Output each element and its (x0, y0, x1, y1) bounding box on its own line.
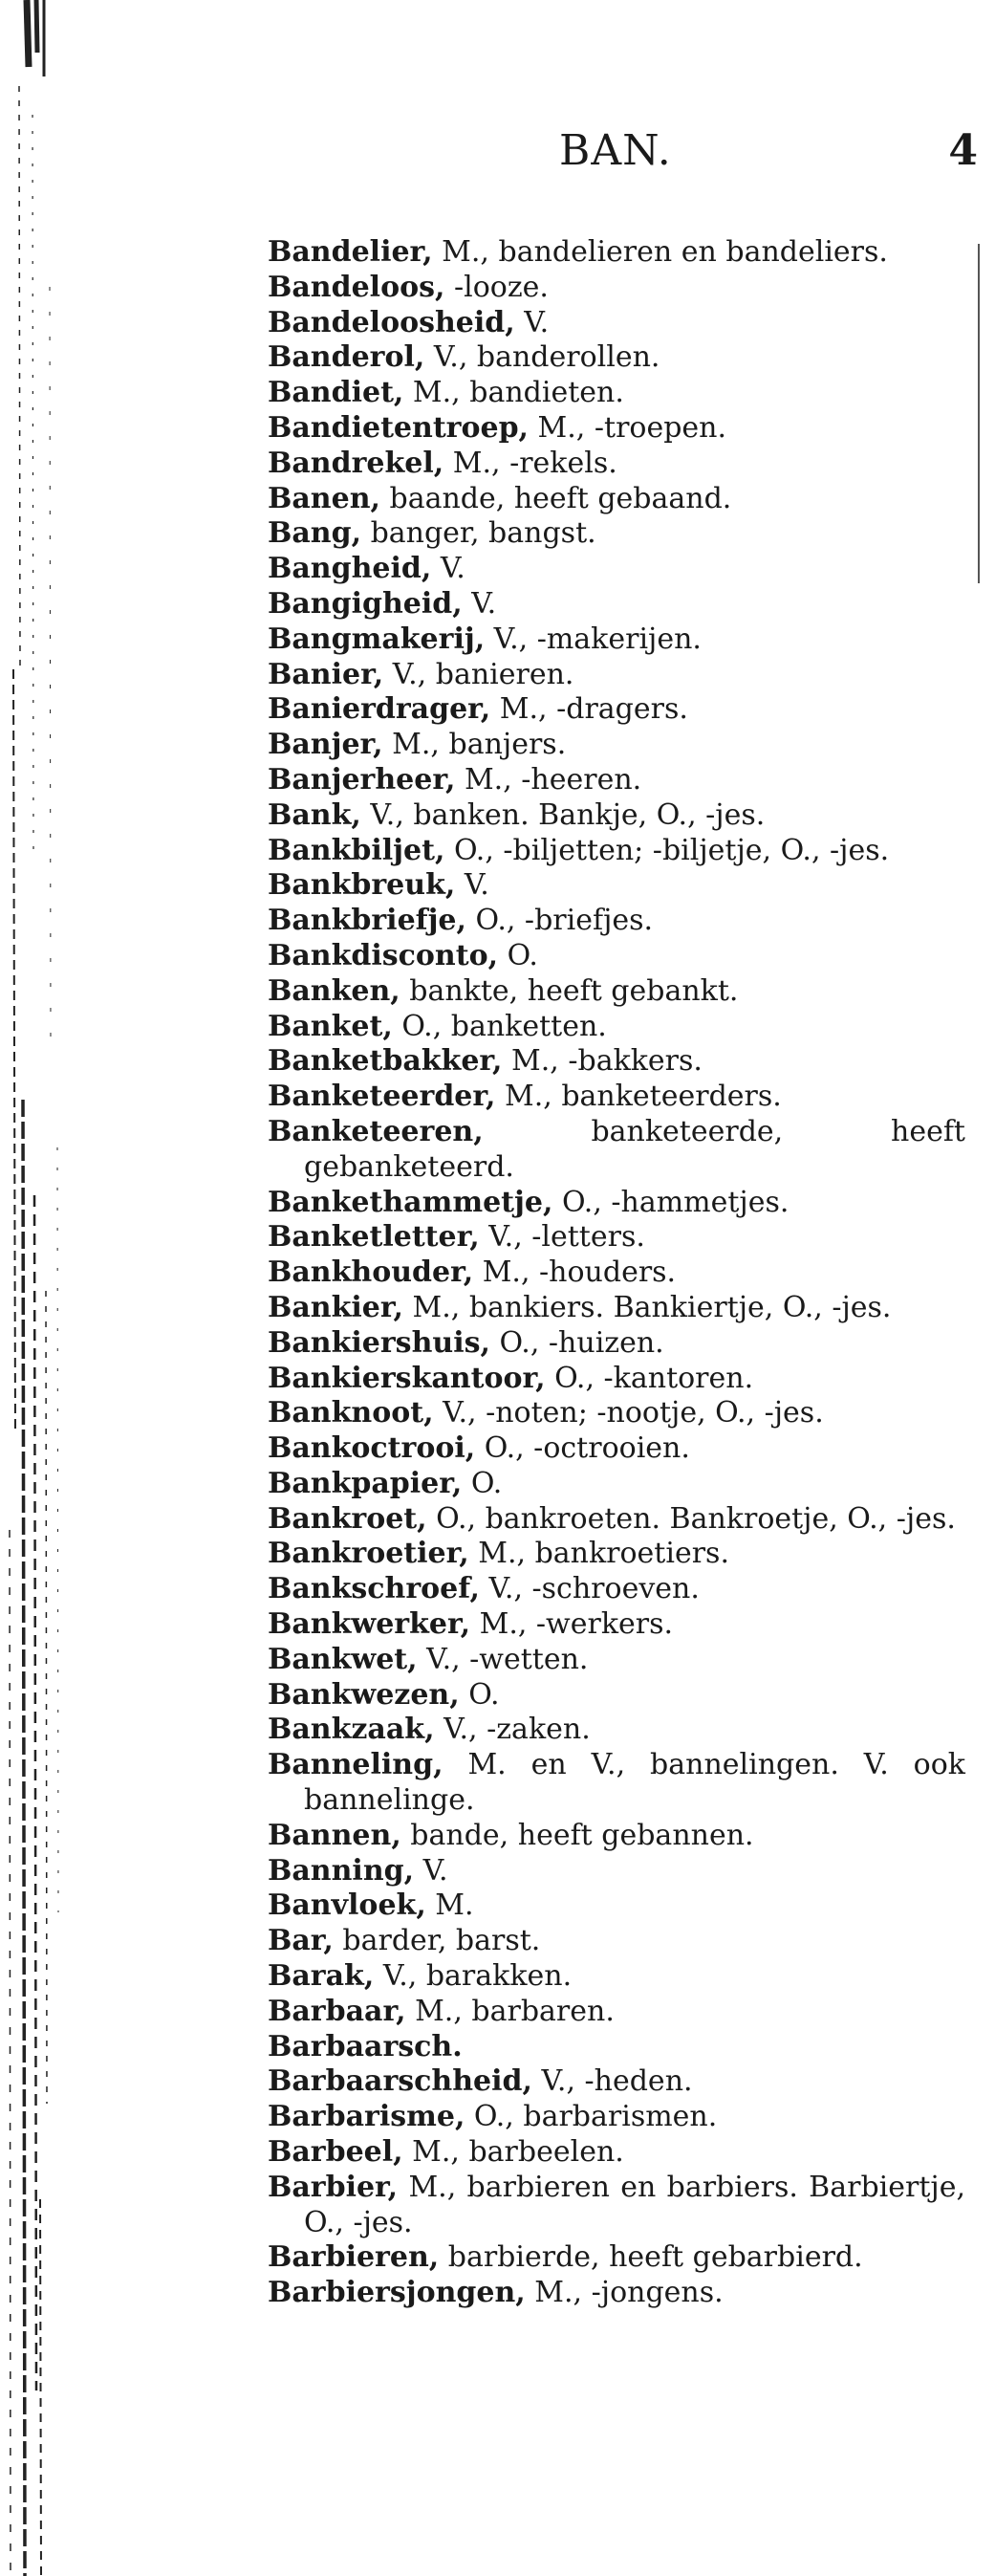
entry-headword: Bankwerker, (268, 1607, 471, 1642)
entry-headword: Bangheid, (268, 552, 432, 586)
entry-headword: Barbaar, (268, 1994, 406, 2028)
dictionary-entry (268, 1255, 965, 1291)
entry-headword: Barak, (268, 1959, 375, 1994)
entry-definition: O., -huizen. (489, 1325, 664, 1360)
entry-definition: O., -briefjes. (465, 904, 654, 938)
entry-definition: M., -troepen. (529, 410, 727, 445)
entry-definition: M., -jongens. (525, 2276, 724, 2310)
dictionary-entry (268, 340, 965, 376)
running-head: BAN. (559, 126, 672, 175)
entry-headword: Bannen, (268, 1818, 401, 1852)
entry-headword: Banknoot, (268, 1396, 434, 1430)
entry-headword: Bankbiljet, (268, 833, 445, 867)
entry-headword: Banning, (268, 1853, 415, 1888)
dictionary-entry (268, 1010, 965, 1045)
dictionary-entry (268, 728, 965, 763)
dictionary-entry (268, 1678, 965, 1714)
entry-headword: Banjerheer, (268, 762, 456, 797)
entry-headword: Barbaarsch. (268, 2029, 463, 2063)
dictionary-entry (268, 587, 965, 622)
entry-headword: Bankwet, (268, 1642, 418, 1676)
entry-headword: Banderol, (268, 340, 425, 375)
dictionary-entry (268, 1326, 965, 1362)
entry-definition: O., -kantoren. (545, 1361, 754, 1395)
dictionary-entry (268, 1080, 965, 1115)
entry-definition: V. (431, 552, 465, 586)
entry-headword: Barbeel, (268, 2135, 403, 2170)
entry-headword: Bangigheid, (268, 586, 463, 621)
entry-headword: Banketeerder, (268, 1080, 496, 1114)
entry-headword: Bankschroef, (268, 1572, 480, 1606)
dictionary-entry (268, 235, 965, 271)
dictionary-entry (268, 376, 965, 411)
dictionary-entry (268, 1888, 965, 1924)
entry-headword: Bankierskantoor, (268, 1361, 546, 1395)
dictionary-entry (268, 834, 965, 869)
entry-definition: V., -letters. (479, 1220, 645, 1255)
entry-headword: Bankier, (268, 1290, 403, 1324)
entry-headword: Banierdrager, (268, 692, 491, 727)
entry-headword: Banken, (268, 973, 400, 1008)
entry-headword: Bandrekel, (268, 446, 444, 480)
entry-definition: barder, barst. (333, 1924, 541, 1958)
entry-headword: Banketeeren, (268, 1114, 484, 1148)
entry-definition: O. (459, 1677, 500, 1712)
dictionary-entry (268, 798, 965, 834)
page-number: 4 (948, 126, 978, 175)
entry-headword: Bankwezen, (268, 1677, 460, 1712)
entry-headword: Barbaarschheid, (268, 2064, 532, 2099)
dictionary-entry (268, 552, 965, 587)
dictionary-entry (268, 2064, 965, 2100)
entry-headword: Banketletter, (268, 1220, 480, 1255)
margin-rule (978, 244, 980, 583)
dictionary-entry (268, 1186, 965, 1221)
entry-headword: Bankroetier, (268, 1537, 469, 1571)
entry-headword: Bankhouder, (268, 1255, 474, 1290)
entry-headword: Banketbakker, (268, 1044, 503, 1079)
entry-definition: M., barbieren en barbiers. Barbiertje, O., -jes. (304, 2170, 965, 2239)
entry-definition: O., -hammetjes. (552, 1185, 790, 1219)
dictionary-entry (268, 2030, 965, 2065)
entry-definition: banger, bangst. (361, 516, 596, 551)
entry-definition: M., -rekels. (443, 446, 617, 480)
entry-definition: M., bankiers. Bankiertje, O., -jes. (402, 1290, 892, 1324)
entry-definition: M., -bakkers. (502, 1044, 703, 1079)
entry-headword: Bankoctrooi, (268, 1431, 476, 1466)
entry-headword: Bandeloos, (268, 270, 445, 304)
dictionary-entry (268, 516, 965, 552)
dictionary-entry (268, 1748, 965, 1819)
dictionary-entry (268, 2276, 965, 2311)
entry-headword: Barbarisme, (268, 2100, 465, 2134)
entry-definition: V. (455, 868, 489, 903)
entry-definition: V. (414, 1853, 448, 1888)
entry-headword: Bank, (268, 797, 361, 832)
entry-headword: Banen, (268, 481, 380, 515)
entry-headword: Bankzaak, (268, 1713, 435, 1747)
dictionary-entry (268, 1572, 965, 1607)
dictionary-entry (268, 1959, 965, 1995)
dictionary-entry (268, 622, 965, 658)
entry-definition: O., -octrooien. (475, 1431, 690, 1466)
entry-definition: M., -houders. (473, 1255, 677, 1290)
entry-definition: M., banjers. (382, 728, 567, 762)
dictionary-entry (268, 692, 965, 728)
dictionary-entry (268, 1220, 965, 1255)
entry-headword: Banvloek, (268, 1888, 426, 1923)
entry-headword: Bankbriefje, (268, 904, 466, 938)
entry-definition: M., -werkers. (470, 1607, 674, 1642)
entry-headword: Bankdisconto, (268, 938, 499, 972)
entry-definition: M. en V., bannelingen. V. ook bannelinge. (304, 1748, 965, 1818)
entry-definition: O. (462, 1466, 503, 1500)
entry-headword: Bankpapier, (268, 1466, 463, 1500)
entry-headword: Bandeloosheid, (268, 305, 515, 339)
dictionary-entry (268, 904, 965, 939)
entry-headword: Bangmakerij, (268, 622, 486, 656)
entry-headword: Banneling, (268, 1748, 443, 1782)
entry-definition: V., -zaken. (434, 1713, 591, 1747)
dictionary-entry (268, 1854, 965, 1889)
dictionary-entry (268, 2135, 965, 2171)
entry-definition: -looze. (444, 270, 549, 304)
entry-headword: Bang, (268, 516, 362, 551)
dictionary-entry (268, 2240, 965, 2276)
entry-definition: V., barakken. (374, 1959, 573, 1994)
dictionary-entry (268, 1502, 965, 1538)
entry-headword: Bandelier, (268, 235, 433, 269)
dictionary-entry (268, 1995, 965, 2030)
entry-definition: M., -dragers. (490, 692, 688, 727)
dictionary-entry (268, 1537, 965, 1572)
entry-headword: Banket, (268, 1009, 393, 1043)
entry-definition: M., barbeelen. (402, 2135, 624, 2170)
entry-definition: banketeerde, heeft gebanketeerd. (304, 1114, 965, 1184)
entry-headword: Bandietentroep, (268, 410, 530, 445)
page-header (0, 122, 995, 180)
dictionary-entry (268, 1431, 965, 1467)
entry-headword: Bar, (268, 1924, 334, 1958)
dictionary-entry (268, 1607, 965, 1643)
entry-definition: O., bankroeten. Bankroetje, O., -jes. (426, 1501, 956, 1536)
dictionary-entry (268, 1044, 965, 1080)
dictionary-entry (268, 1291, 965, 1326)
entry-definition: M., bandieten. (403, 376, 624, 410)
dictionary-entry (268, 1713, 965, 1748)
dictionary-entry (268, 2171, 965, 2241)
dictionary-entry (268, 447, 965, 482)
dictionary-entry (268, 1819, 965, 1854)
entry-definition: M. (425, 1888, 474, 1923)
entry-headword: Bankroet, (268, 1501, 427, 1536)
dictionary-entry (268, 763, 965, 798)
entry-definition: M., bankroetiers. (468, 1537, 729, 1571)
entry-headword: Banjer, (268, 728, 383, 762)
dictionary-entry (268, 2100, 965, 2135)
entry-definition: V., -noten; -nootje, O., -jes. (433, 1396, 824, 1430)
entry-definition: M., barbaren. (405, 1994, 615, 2028)
dictionary-entry (268, 1362, 965, 1397)
entry-definition: O., banketten. (392, 1009, 607, 1043)
entry-definition: O., -biljetten; -biljetje, O., -jes. (444, 833, 890, 867)
entry-definition: V. (514, 305, 550, 339)
entry-definition: V., -makerijen. (485, 622, 702, 656)
entry-definition: M., banketeerders. (495, 1080, 782, 1114)
dictionary-entry (268, 271, 965, 306)
dictionary-entry (268, 1115, 965, 1186)
entry-headword: Bankethammetje, (268, 1185, 553, 1219)
entry-headword: Barbier, (268, 2170, 399, 2204)
dictionary-entries (268, 235, 965, 2311)
entry-definition: V. (462, 586, 497, 621)
dictionary-entry (268, 1643, 965, 1678)
entry-definition: V., banieren. (383, 657, 574, 691)
entry-definition: barbierde, heeft gebarbierd. (439, 2240, 863, 2275)
entry-headword: Bandiet, (268, 376, 404, 410)
dictionary-entry (268, 1396, 965, 1431)
entry-headword: Banier, (268, 657, 384, 691)
entry-definition: V., banderollen. (424, 340, 660, 375)
dictionary-entry (268, 939, 965, 974)
entry-headword: Barbiersjongen, (268, 2276, 526, 2310)
entry-definition: baande, heeft gebaand. (379, 481, 732, 515)
dictionary-entry (268, 306, 965, 341)
dictionary-entry (268, 658, 965, 693)
entry-definition: M., -heeren. (455, 762, 642, 797)
entry-definition: O., barbarismen. (465, 2100, 718, 2134)
dictionary-entry (268, 1467, 965, 1502)
entry-definition: V., -schroeven. (479, 1572, 700, 1606)
dictionary-entry (268, 482, 965, 517)
entry-definition: M., bandelieren en bandeliers. (432, 235, 888, 269)
entry-headword: Barbieren, (268, 2240, 440, 2275)
entry-definition: bande, heeft gebannen. (400, 1818, 754, 1852)
dictionary-entry (268, 1924, 965, 1959)
page-edge-scan-marks (0, 0, 105, 2576)
entry-definition: V., -heden. (531, 2064, 693, 2099)
entry-definition: bankte, heeft gebankt. (400, 973, 739, 1008)
dictionary-entry (268, 974, 965, 1010)
entry-definition: V., banken. Bankje, O., -jes. (360, 797, 766, 832)
entry-definition: V., -wetten. (417, 1642, 589, 1676)
dictionary-entry (268, 411, 965, 447)
entry-definition: O. (498, 938, 538, 972)
dictionary-entry (268, 868, 965, 904)
entry-headword: Bankiershuis, (268, 1325, 490, 1360)
entry-headword: Bankbreuk, (268, 868, 456, 903)
